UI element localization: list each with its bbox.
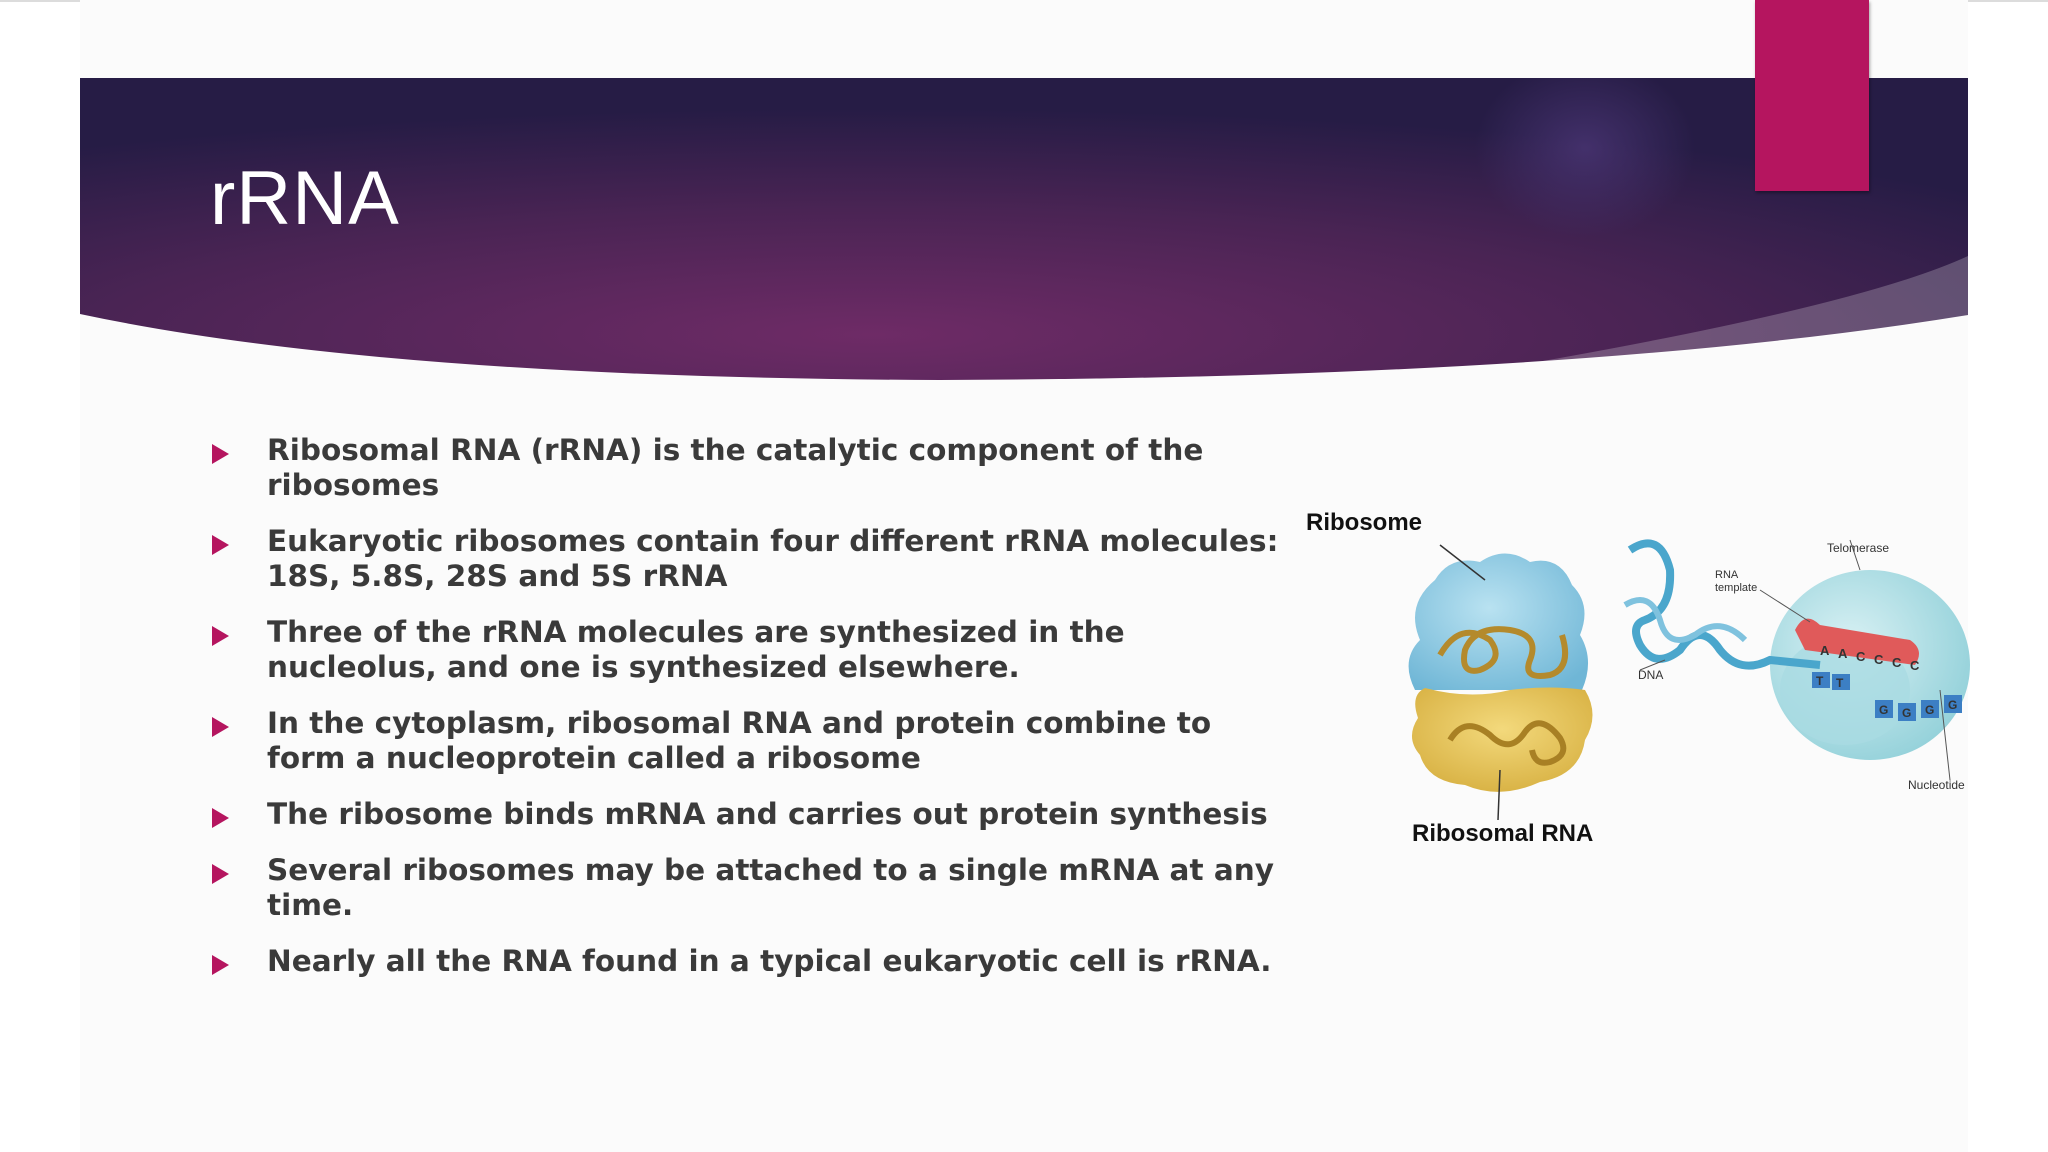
rna-template-label: template <box>1715 582 1758 594</box>
bullet-item <box>212 853 1282 923</box>
nucleotide-label: Nucleotide <box>1908 778 1965 792</box>
bullet-text: The ribosome binds mRNA and carries out protein synthesis <box>267 797 1268 831</box>
template-base: C <box>1910 658 1920 673</box>
telomerase-label: Telomerase <box>1827 541 1890 555</box>
bullet-item <box>212 615 1282 685</box>
dna-base: G <box>1925 703 1935 717</box>
triangle-bullet-icon <box>212 626 229 646</box>
dna-base: T <box>1816 674 1824 688</box>
slide-title: rRNA <box>210 156 400 241</box>
template-base: C <box>1892 655 1902 670</box>
ribosome-telomerase-figure <box>1300 500 1980 860</box>
ribosomal-rna-label: Ribosomal RNA <box>1412 820 1594 847</box>
bullet-text: Three of the rRNA molecules are synthesized in the nucleolus, and one is synthesized elsewhere. <box>267 615 1125 684</box>
triangle-bullet-icon <box>212 444 229 464</box>
bullet-item <box>212 706 1282 776</box>
bullet-item <box>212 797 1282 832</box>
bullet-list <box>212 433 1282 1000</box>
dna-base: T <box>1836 676 1844 690</box>
triangle-bullet-icon <box>212 808 229 828</box>
triangle-bullet-icon <box>212 535 229 555</box>
bullet-text: Eukaryotic ribosomes contain four different rRNA molecules: 18S, 5.8S, 28S and 5S rRNA <box>267 524 1279 593</box>
rna-template-label: RNA <box>1715 569 1739 581</box>
bullet-text: Ribosomal RNA (rRNA) is the catalytic component of the ribosomes <box>267 433 1204 502</box>
template-base: A <box>1820 643 1830 658</box>
ribosome-label: Ribosome <box>1306 509 1423 536</box>
ribosome-illustration <box>1409 545 1593 820</box>
triangle-bullet-icon <box>212 955 229 975</box>
template-base: C <box>1856 649 1866 664</box>
bullet-item <box>212 433 1282 503</box>
triangle-bullet-icon <box>212 717 229 737</box>
dna-label: DNA <box>1638 668 1664 682</box>
bullet-text: Several ribosomes may be attached to a single mRNA at any time. <box>267 853 1274 922</box>
dna-base: G <box>1879 703 1889 717</box>
bullet-item <box>212 944 1282 979</box>
accent-tab <box>1755 0 1869 191</box>
template-base: C <box>1874 652 1884 667</box>
bullet-text: Nearly all the RNA found in a typical eukaryotic cell is rRNA. <box>267 944 1272 978</box>
dna-base: G <box>1948 698 1958 712</box>
dna-base: G <box>1902 706 1912 720</box>
telomerase-illustration <box>1625 540 1970 780</box>
triangle-bullet-icon <box>212 864 229 884</box>
bullet-text: In the cytoplasm, ribosomal RNA and protein combine to form a nucleoprotein called a ribosome <box>267 706 1212 775</box>
bullet-item <box>212 524 1282 594</box>
template-base: A <box>1838 646 1848 661</box>
